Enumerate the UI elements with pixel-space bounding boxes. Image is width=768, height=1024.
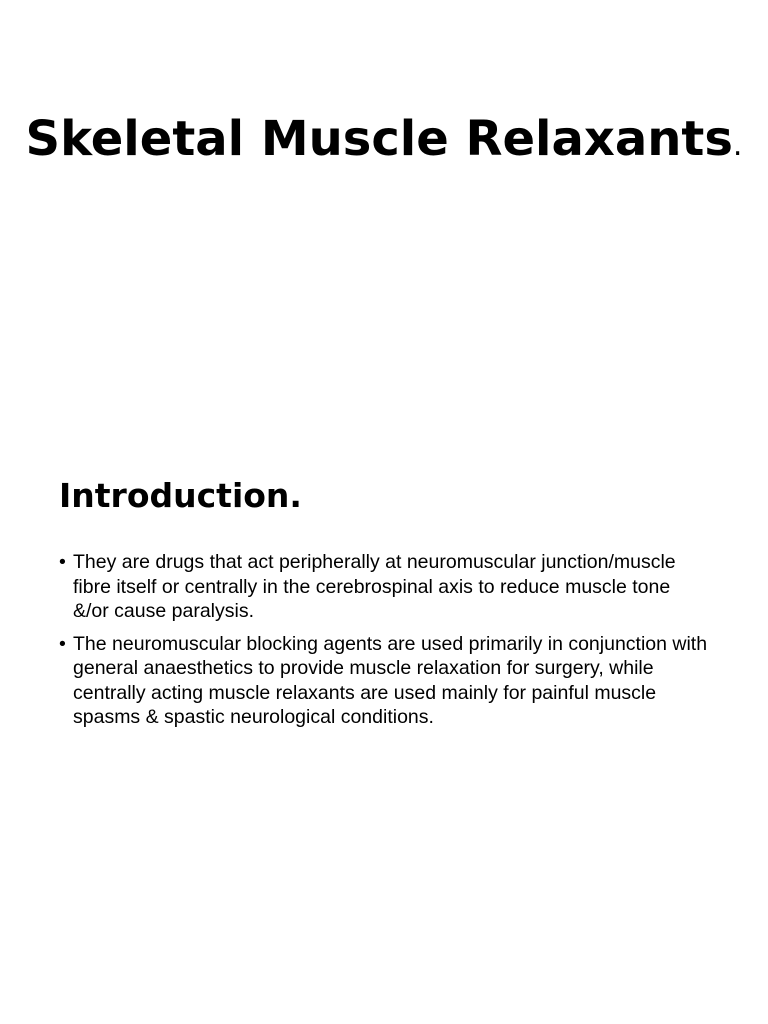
bullet-text: They are drugs that act peripherally at neuromuscular junction/muscle fibre itself or centrally in the cerebrospinal axis to reduce muscle tone &/or cause paralysis. (73, 551, 676, 622)
bullet-icon: • (59, 632, 66, 655)
section-heading: Introduction. (59, 476, 302, 515)
list-item (59, 632, 709, 730)
slide-title (0, 112, 768, 173)
bullet-list (59, 550, 709, 738)
bullet-text: The neuromuscular blocking agents are used primarily in conjunction with general anaesthetics to provide muscle relaxation for surgery, while centrally acting muscle relaxants are used mainly for painful muscle spasms & spastic neurological conditions. (73, 632, 708, 728)
list-item (59, 550, 709, 624)
slide-title-dot: . (732, 128, 743, 163)
slide-title-text: Skeletal Muscle Relaxants (25, 111, 733, 167)
bullet-icon: • (59, 551, 66, 573)
